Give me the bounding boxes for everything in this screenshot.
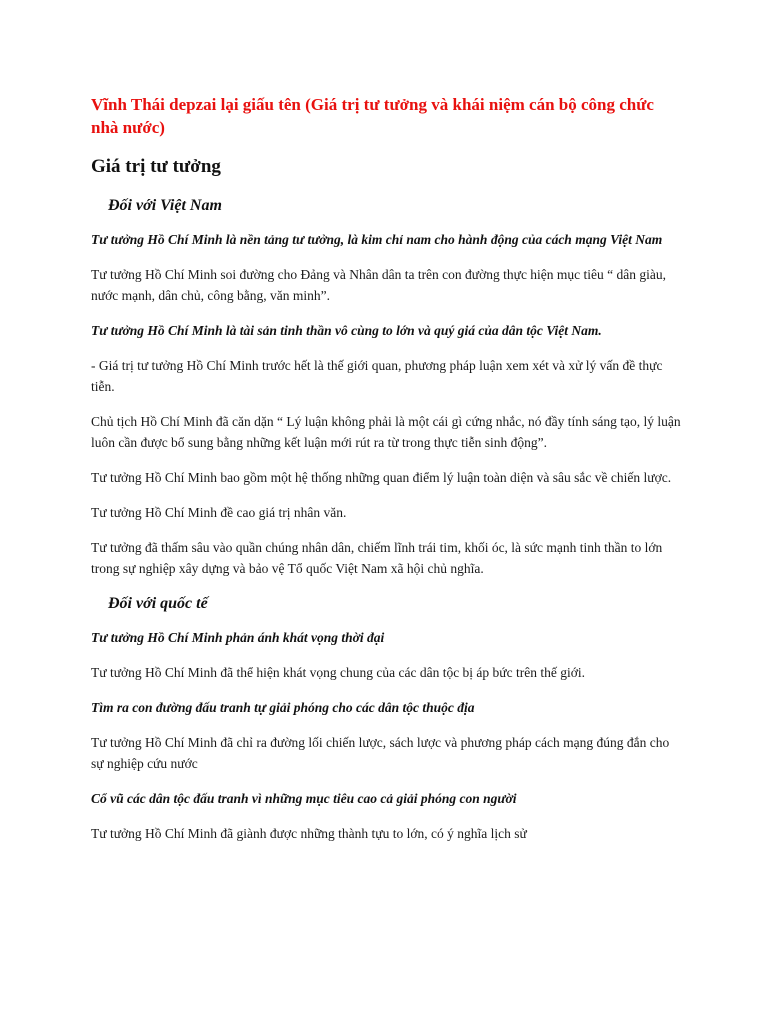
document-page bbox=[91, 93, 681, 858]
international-point-2: Tìm ra con đường đấu tranh tự giải phóng cho các dân tộc thuộc địa bbox=[91, 700, 475, 715]
vietnam-point-1: Tư tưởng Hồ Chí Minh là nền tảng tư tưởng, là kim chỉ nam cho hành động của cách mạng Việt Nam bbox=[91, 232, 663, 247]
international-paragraph-2: Tư tưởng Hồ Chí Minh đã chỉ ra đường lối chiến lược, sách lược và phương pháp cách mạng đúng đắn cho sự nghiệp cứu nước bbox=[91, 735, 670, 771]
vietnam-point-2: Tư tưởng Hồ Chí Minh là tài sản tinh thần vô cùng to lớn và quý giá của dân tộc Việt Nam. bbox=[91, 323, 602, 338]
international-section bbox=[91, 593, 681, 844]
international-point-3: Cổ vũ các dân tộc đấu tranh vì những mục tiêu cao cả giải phóng con người bbox=[91, 791, 517, 806]
vietnam-heading: Đối với Việt Nam bbox=[108, 197, 222, 214]
international-paragraph-1: Tư tưởng Hồ Chí Minh đã thể hiện khát vọng chung của các dân tộc bị áp bức trên thế giới. bbox=[91, 665, 585, 680]
document-title: Vĩnh Thái depzai lại giấu tên (Giá trị tư tưởng và khái niệm cán bộ công chức nhà nước) bbox=[91, 95, 654, 137]
international-paragraph-3: Tư tưởng Hồ Chí Minh đã giành được những thành tựu to lớn, có ý nghĩa lịch sử bbox=[91, 826, 527, 841]
vietnam-paragraph-1: Tư tưởng Hồ Chí Minh soi đường cho Đảng và Nhân dân ta trên con đường thực hiện mục tiêu “ dân giàu, nước mạnh, dân chủ, công bằng, văn minh”. bbox=[91, 267, 667, 303]
vietnam-paragraph-3: Chủ tịch Hồ Chí Minh đã căn dặn “ Lý luận không phải là một cái gì cứng nhắc, nó đầy tính sáng tạo, lý luận luôn cần được bổ sung bằng những kết luận mới rút ra từ trong thực tiễn sinh động”. bbox=[91, 414, 681, 450]
vietnam-paragraph-2: - Giá trị tư tưởng Hồ Chí Minh trước hết là thế giới quan, phương pháp luận xem xét và xử lý vấn đề thực tiễn. bbox=[91, 358, 663, 394]
section-heading: Giá trị tư tưởng bbox=[91, 156, 221, 177]
vietnam-paragraph-4: Tư tưởng Hồ Chí Minh bao gồm một hệ thống những quan điểm lý luận toàn diện và sâu sắc về chiến lược. bbox=[91, 470, 672, 485]
international-heading: Đối với quốc tế bbox=[108, 595, 208, 612]
vietnam-paragraph-6: Tư tưởng đã thấm sâu vào quần chúng nhân dân, chiếm lĩnh trái tim, khối óc, là sức mạnh tinh thần to lớn trong sự nghiệp xây dựng và bảo vệ Tổ quốc Việt Nam xã hội chủ nghĩa. bbox=[91, 540, 663, 576]
vietnam-section bbox=[91, 195, 681, 579]
international-point-1: Tư tưởng Hồ Chí Minh phản ánh khát vọng thời đại bbox=[91, 630, 385, 645]
vietnam-paragraph-5: Tư tưởng Hồ Chí Minh đề cao giá trị nhân văn. bbox=[91, 505, 347, 520]
